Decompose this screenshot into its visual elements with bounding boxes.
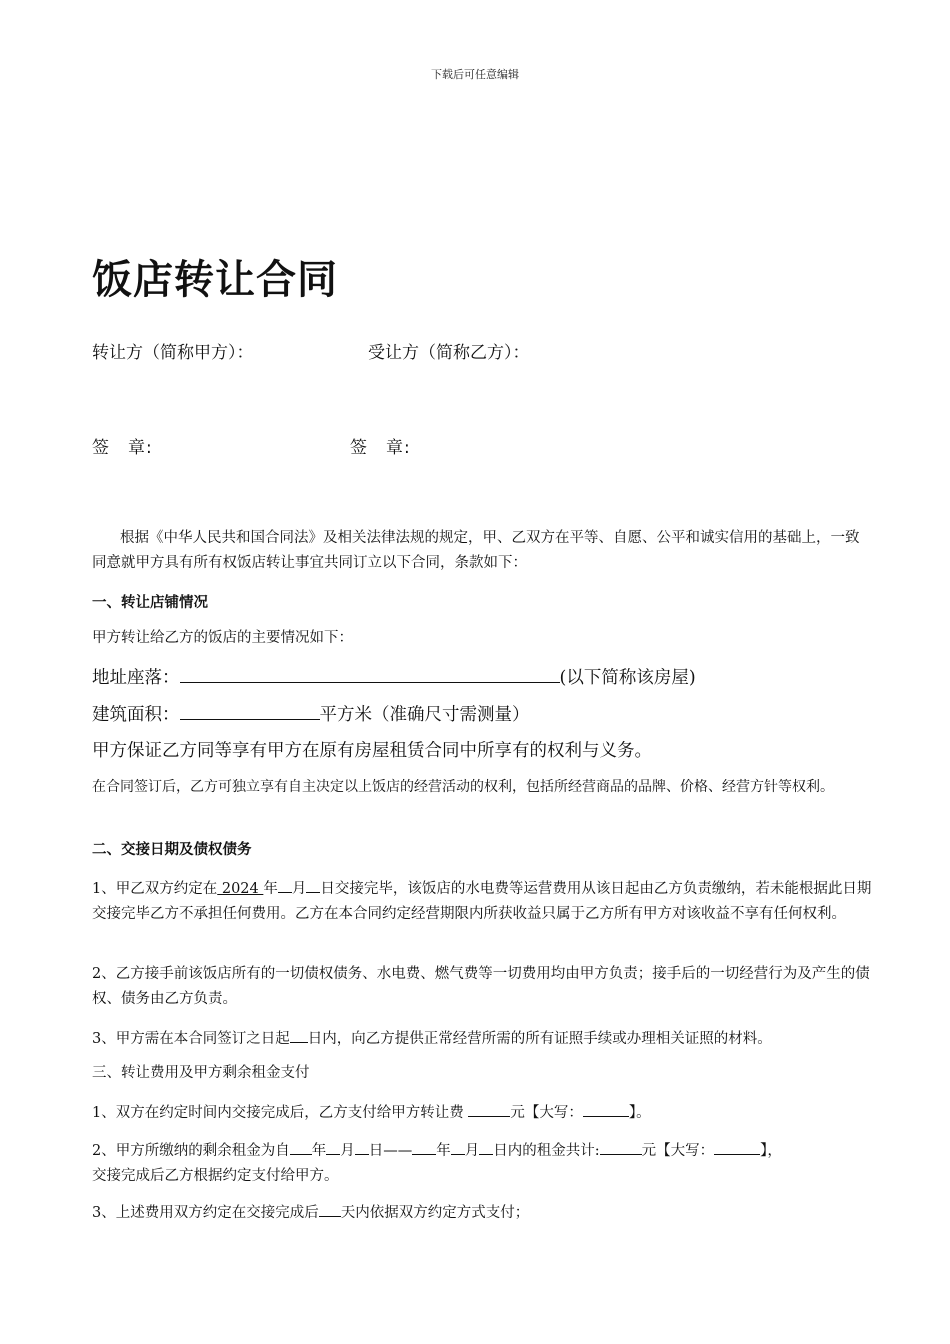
section2-item1 xyxy=(92,874,872,927)
signature-label-b: 签 章: xyxy=(350,438,411,458)
signature-label-a: 签 章: xyxy=(92,438,153,458)
rent-uppercase-blank xyxy=(714,1136,760,1155)
s3-item2-total: 日内的租金共计: xyxy=(493,1143,600,1159)
transferee-label: 受让方（简称乙方）： xyxy=(368,343,530,363)
address-label: 地址座落： xyxy=(92,668,180,688)
s3-item1-text-c: 】。 xyxy=(628,1105,651,1121)
item1-text-d: 日交接完毕，该饭店的水电费等运营费用从该日起由乙方负责缴纳，若未能根据此日期交接完毕乙方不承担任何费用。乙方在本合同约定经营期限内所获收益只属于乙方所有甲方对该收益不享有任何权利。 xyxy=(92,881,872,922)
address-line xyxy=(92,664,696,691)
document-title: 饭店转让合同 xyxy=(92,257,338,303)
area-suffix: 平方米（准确尺寸需测量） xyxy=(319,705,530,725)
area-blank xyxy=(180,701,320,720)
s3-item1-text-b: 元【大写： xyxy=(510,1105,583,1121)
item1-text-a: 1、甲乙双方约定在 xyxy=(92,881,218,897)
item1-day-blank xyxy=(306,874,320,893)
s3-item2-text-j: 交接完成后乙方根据约定支付给甲方。 xyxy=(92,1168,339,1184)
s3-item2-month: 月 xyxy=(340,1143,355,1159)
s3-item2-text-a: 2、甲方所缴纳的剩余租金为自 xyxy=(92,1143,290,1159)
s3-item2-year2: 年 xyxy=(436,1143,451,1159)
item1-year-unit: 年 xyxy=(263,881,278,897)
intro-paragraph: 根据《中华人民共和国合同法》及相关法律法规的规定，甲、乙双方在平等、自愿、公平和诚实信用的基础上，一致同意就甲方具有所有权饭店转让事宜共同订立以下合同，条款如下： xyxy=(92,530,860,571)
rent-from-month-blank xyxy=(326,1136,340,1155)
rent-to-day-blank xyxy=(479,1136,493,1155)
section3-item3 xyxy=(92,1198,872,1226)
s3-item3-text-a: 3、上述费用双方约定在交接完成后 xyxy=(92,1205,319,1221)
item1-month-unit: 月 xyxy=(291,881,307,897)
section1-lead: 甲方转让给乙方的饭店的主要情况如下： xyxy=(92,630,353,646)
item3-days-blank xyxy=(290,1024,308,1043)
s3-item2-yuan: 元【大写： xyxy=(641,1143,715,1159)
area-label: 建筑面积： xyxy=(92,705,180,725)
address-suffix: (以下简称该房屋) xyxy=(559,668,696,688)
rent-from-year-blank xyxy=(290,1136,312,1155)
item1-year: 2024 xyxy=(217,881,264,897)
rights-paragraph: 在合同签订后，乙方可独立享有自主决定以上饭店的经营活动的权利，包括所经营商品的品牌、价格、经营方针等权利。 xyxy=(92,779,834,795)
payment-days-blank xyxy=(319,1198,341,1217)
item1-month-blank xyxy=(278,874,292,893)
item3-text-a: 3、甲方需在本合同签订之日起 xyxy=(92,1031,290,1047)
rent-amount-blank xyxy=(600,1136,642,1155)
section3-item2 xyxy=(92,1136,872,1189)
area-line xyxy=(92,701,530,728)
section3-heading: 三、转让费用及甲方剩余租金支付 xyxy=(92,1065,310,1081)
address-blank xyxy=(180,664,560,683)
section2-item3 xyxy=(92,1024,892,1052)
fee-uppercase-blank xyxy=(583,1098,629,1117)
item3-text-b: 日内，向乙方提供正常经营所需的所有证照手续或办理相关证照的材料。 xyxy=(307,1031,772,1047)
s3-item3-text-b: 天内依据双方约定方式支付； xyxy=(340,1205,530,1221)
fee-blank xyxy=(468,1098,510,1117)
section1-heading: 一、转让店铺情况 xyxy=(92,595,208,611)
s3-item2-year: 年 xyxy=(311,1143,327,1159)
rent-to-month-blank xyxy=(451,1136,465,1155)
rent-to-year-blank xyxy=(412,1136,436,1155)
guarantee-text: 甲方保证乙方同等享有甲方在原有房屋租赁合同中所享有的权利与义务。 xyxy=(92,741,652,761)
s3-item1-text-a: 1、双方在约定时间内交接完成后，乙方支付给甲方转让费 xyxy=(92,1105,464,1121)
s3-item2-close: 】， xyxy=(760,1143,782,1159)
s3-item2-dash: 日—— xyxy=(368,1143,413,1159)
section2-heading: 二、交接日期及债权债务 xyxy=(92,842,252,858)
section2-item2: 2、乙方接手前该饭店所有的一切债权债务、水电费、燃气费等一切费用均由甲方负责；接手后的一切经营行为及产生的债权、债务由乙方负责。 xyxy=(92,966,870,1007)
page-header-note: 下载后可任意编辑 xyxy=(431,68,519,81)
transferor-label: 转让方（简称甲方）： xyxy=(92,343,254,363)
rent-from-day-blank xyxy=(355,1136,369,1155)
section3-item1 xyxy=(92,1098,872,1126)
s3-item2-month2: 月 xyxy=(464,1143,480,1159)
